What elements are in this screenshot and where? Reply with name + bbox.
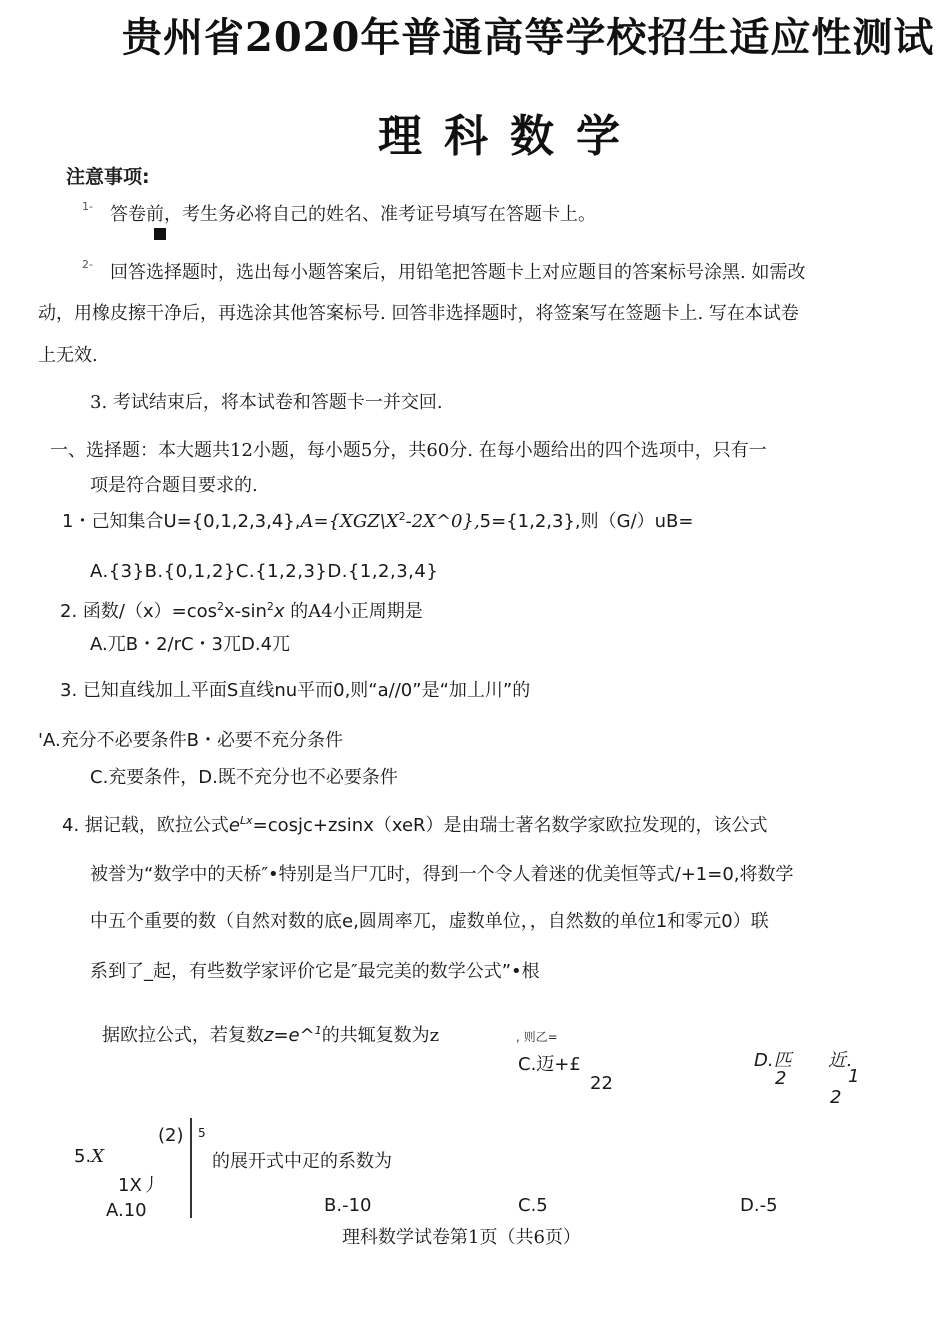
q4-l1-e: e: [228, 815, 240, 836]
q2-sup-2: 2: [266, 600, 274, 613]
notice-item2-line2: 动，用橡皮擦干净后，再选涂其他答案标号. 回答非选择题时，将签案写在签题卡上. 写在本试卷: [38, 303, 799, 324]
question-2-options: A.兀B・2/rC・3兀D.4兀: [90, 634, 291, 655]
q2-sup-1: 2: [216, 600, 224, 613]
question-5-option-d: D.-5: [740, 1195, 778, 1216]
q1-superscript: 2: [398, 510, 406, 523]
question-5-option-c: C.5: [518, 1195, 548, 1216]
notice-item3: 3. 考试结束后，将本试卷和答题卡一并交回.: [90, 392, 443, 413]
q4-l5-b: z=e^: [264, 1025, 315, 1046]
q4-l5-d: 的共辄复数为z: [321, 1025, 440, 1046]
notice-item2-line3: 上无效.: [38, 345, 98, 366]
question-3-stem: 3. 已知直线加丄平面S直线nu平而0,则“a//0”是“加丄川”的: [60, 680, 531, 701]
question-1-stem: [62, 507, 693, 533]
question-4-line4: 系到了_起，有些数学家评价它是″最完美的数学公式”•根: [90, 961, 540, 982]
q4-l1-a: 4. 据记载，欧拉公式: [62, 815, 229, 836]
q2-part-e: x: [273, 601, 285, 622]
question-4-fragment: , 则乙=: [516, 1030, 558, 1044]
q1-part-e: 5={1,2,3},则（G/）uB=: [479, 511, 694, 532]
question-4-option-d: D.匹: [754, 1050, 792, 1071]
notice-item2-marker: 2-: [82, 258, 93, 271]
notice-item1-marker: 1-: [82, 200, 93, 213]
question-4-line3: 中五个重要的数（自然对数的底e,圆周率兀，虚数单位，，自然数的单位1和零元0）联: [90, 911, 769, 932]
question-4-line1: [62, 811, 768, 837]
q4-l1-sup: Lx: [239, 814, 253, 827]
question-5-exponent: 5: [198, 1126, 206, 1140]
question-5-two: (2): [158, 1125, 184, 1146]
square-mark-icon: [154, 228, 166, 240]
q4-l5-sup: 1: [314, 1024, 322, 1037]
question-5-option-b: B.-10: [324, 1195, 372, 1216]
question-2-stem: [60, 597, 423, 623]
q2-part-a: 2. 函数/（x）=cos: [60, 601, 217, 622]
question-5-text: 的展开式中疋的系数为: [212, 1151, 392, 1172]
page-footer: 理科数学试卷第1页（共6页）: [342, 1227, 581, 1248]
question-4-option-d2-num: 1: [848, 1066, 860, 1087]
section1-line2: 项是符合题目要求的.: [90, 475, 258, 496]
question-4-line5: [102, 1021, 439, 1047]
q2-part-c: x-sin: [223, 601, 267, 622]
bracket-line: [190, 1118, 192, 1218]
notice-item1: 答卷前，考生务必将自己的姓名、准考证号填写在答题卡上。: [110, 204, 596, 225]
question-5-1x: 1X丿: [118, 1175, 160, 1196]
exam-title: 贵州省2020年普通高等学校招生适应性测试: [122, 14, 935, 61]
q5-num: 5.: [74, 1146, 92, 1167]
q1-part-b: A={XGZ\X: [300, 511, 399, 532]
q5-x: X: [91, 1146, 105, 1167]
notice-item2-line1: 回答选择题时，选出每小题答案后，用铅笔把答题卡上对应题目的答案标号涂黑. 如需改: [110, 262, 806, 283]
question-4-option-d-denom: 2: [775, 1068, 787, 1089]
q4-l5-a: 据欧拉公式，若复数: [102, 1025, 264, 1046]
question-3-options-cd: C.充要条件，D.既不充分也不必要条件: [90, 767, 398, 788]
question-4-line2: 被誉为“数学中的天桥″•特别是当尸兀时，得到一个令人着迷的优美恒等式/+1=0,将数学: [90, 864, 794, 885]
question-4-option-c-denom: 22: [590, 1073, 613, 1094]
notice-heading: 注意事项:: [66, 166, 150, 188]
question-4-option-d2-denom: 2: [830, 1087, 842, 1108]
section1-line1: 一、选择题：本大题共12小题，每小题5分，共60分. 在每小题给出的四个选项中，只有一: [50, 440, 767, 461]
q1-part-a: 1・己知集合U={0,1,2,3,4},: [62, 511, 301, 532]
question-5-option-a: A.10: [106, 1200, 147, 1221]
exam-subtitle: 理科数学: [378, 111, 642, 162]
question-4-option-d2: 近.: [828, 1050, 852, 1071]
question-1-options: A.{3}B.{0,1,2}C.{1,2,3}D.{1,2,3,4}: [90, 561, 439, 582]
question-3-options-ab: 'A.充分不必要条件B・必要不充分条件: [38, 730, 344, 751]
question-4-option-c: C.迈+£: [518, 1054, 581, 1075]
q4-l1-d: =cosjc+zsinx（xeR）是由瑞士著名数学家欧拉发现的，该公式: [252, 815, 768, 836]
q1-part-d: -2X^0},: [405, 511, 480, 532]
q2-part-f: 的A4小正周期是: [284, 601, 423, 622]
question-5-number: [74, 1146, 104, 1167]
